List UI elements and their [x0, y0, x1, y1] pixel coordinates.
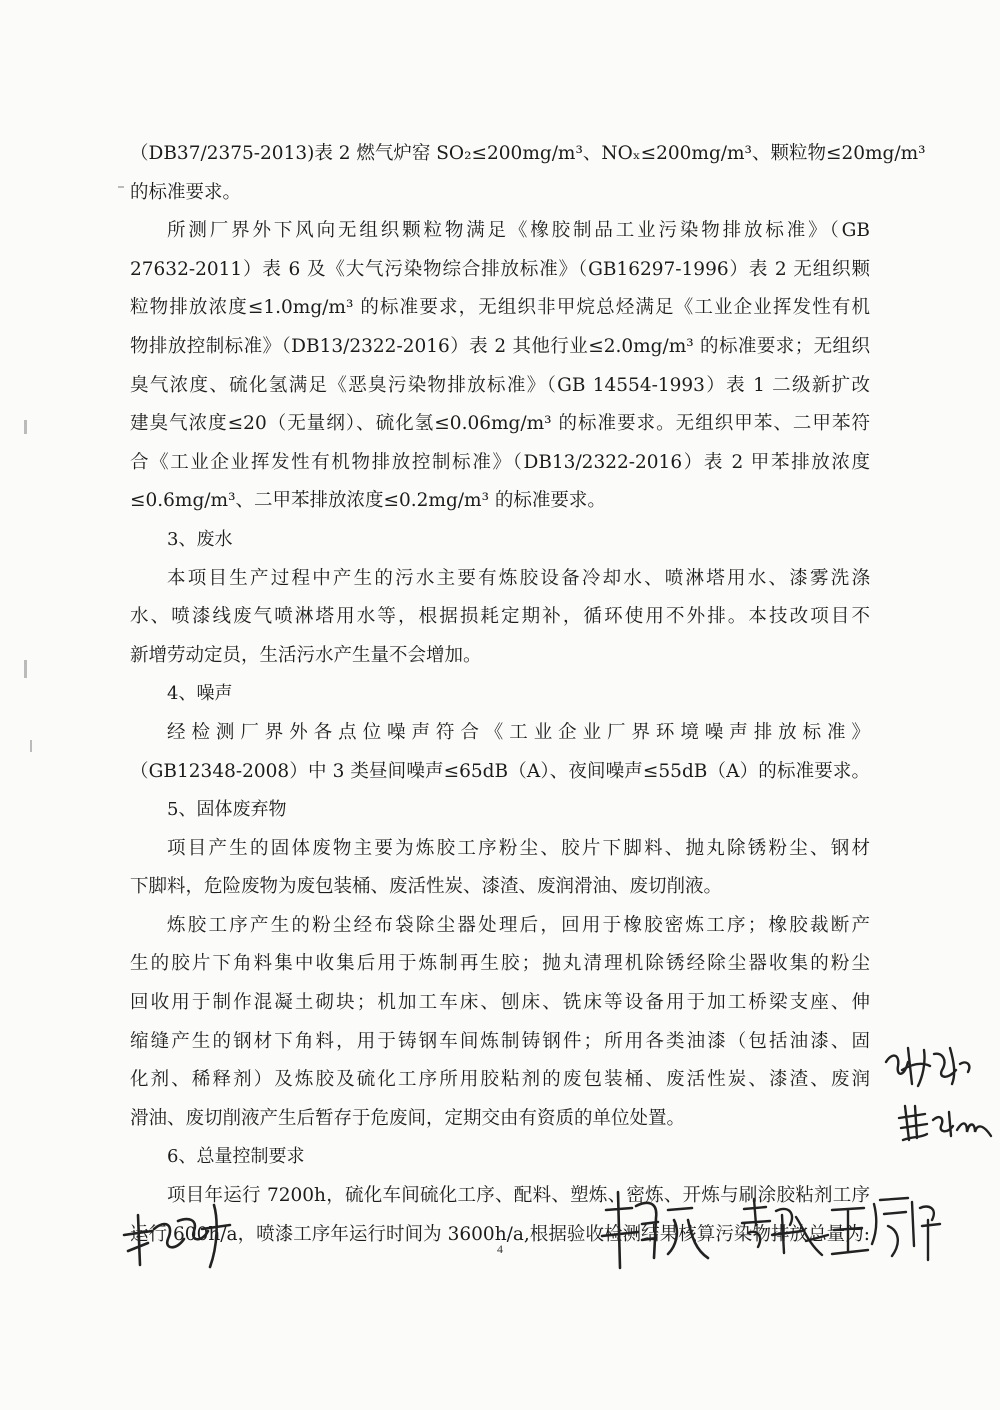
body-text — [130, 135, 926, 1254]
text-line: 炼胶工序产生的粉尘经布袋除尘器处理后，回用于橡胶密炼工序；橡胶裁断产 — [167, 914, 870, 936]
text-line: 的标准要求。 — [130, 181, 242, 203]
section-heading: 5、固体废弃物 — [167, 799, 287, 821]
text-line: 回收用于制作混凝土砌块；机加工车床、刨床、铣床等设备用于加工桥梁支座、伸 — [130, 992, 870, 1014]
text-line: 水、喷漆线废气喷淋塔用水等，根据损耗定期补，循环使用不外排。本技改项目不 — [130, 606, 870, 628]
page-number: 4 — [497, 1242, 503, 1256]
text-line: 本项目生产过程中产生的污水主要有炼胶设备冷却水、喷淋塔用水、漆雾洗涤 — [167, 567, 870, 589]
scan-mark — [118, 186, 124, 188]
signature-bottom-3 — [828, 1190, 948, 1270]
signature-left — [118, 1185, 248, 1275]
text-line: 项目产生的固体废物主要为炼胶工序粉尘、胶片下脚料、抛丸除锈粉尘、钢材 — [167, 837, 870, 859]
text-line: 下脚料，危险废物为废包装桶、废活性炭、漆渣、废润滑油、废切削液。 — [130, 876, 723, 898]
text-line: 化剂、稀释剂）及炼胶及硫化工序所用胶粘剂的废包装桶、废活性炭、漆渣、废润 — [130, 1069, 870, 1091]
text-line: 缩缝产生的钢材下角料，用于铸钢车间炼制铸钢件；所用各类油漆（包括油漆、固 — [130, 1030, 870, 1052]
section-heading: 6、总量控制要求 — [167, 1146, 305, 1168]
signature-right-top — [878, 1040, 978, 1095]
text-line: （DB37/2375-2013)表 2 燃气炉窑 SO₂≤200mg/m³、NOₓ≤200mg/m³、颗粒物≤20mg/m³ — [130, 143, 926, 164]
text-line: 经检测厂界外各点位噪声符合《工业企业厂界环境噪声排放标准》 — [167, 721, 870, 743]
scan-mark — [24, 660, 27, 678]
text-line: 项目年运行 7200h，硫化车间硫化工序、配料、塑炼、密炼、开炼与刷涂胶粘剂工序 — [167, 1185, 870, 1207]
text-line: 滑油、废切削液产生后暂存于危废间，定期交由有资质的单位处置。 — [130, 1107, 686, 1129]
text-line: 粒物排放浓度≤1.0mg/m³ 的标准要求，无组织非甲烷总烃满足《工业企业挥发性有机 — [130, 297, 870, 319]
text-line: 合《工业企业挥发性有机物排放控制标准》（DB13/2322-2016）表 2 甲苯排放浓度 — [130, 451, 870, 473]
text-line: 新增劳动定员，生活污水产生量不会增加。 — [130, 644, 482, 666]
section-heading: 3、废水 — [167, 528, 233, 550]
scan-mark — [30, 740, 32, 752]
text-line: （GB12348-2008）中 3 类昼间噪声≤65dB（A）、夜间噪声≤55dB（A）的标准要求。 — [130, 760, 870, 782]
text-line: ≤0.6mg/m³、二甲苯排放浓度≤0.2mg/m³ 的标准要求。 — [130, 490, 606, 512]
text-line: 臭气浓度、硫化氢满足《恶臭污染物排放标准》（GB 14554-1993）表 1 二级新扩改 — [130, 374, 870, 396]
text-line: 所测厂界外下风向无组织颗粒物满足《橡胶制品工业污染物排放标准》（GB — [167, 220, 870, 242]
section-heading: 4、噪声 — [167, 683, 233, 705]
text-line: 物排放控制标准》（DB13/2322-2016）表 2 其他行业≤2.0mg/m³ 的标准要求；无组织 — [130, 335, 870, 357]
text-line: 运行 600h/a，喷漆工序年运行时间为 3600h/a,根据验收检测结果核算污染物排放总量为: — [130, 1223, 870, 1245]
text-line: 建臭气浓度≤20（无量纲）、硫化氢≤0.06mg/m³ 的标准要求。无组织甲苯、二甲苯符 — [130, 413, 870, 435]
signature-bottom-2 — [736, 1195, 836, 1265]
signature-bottom-1 — [596, 1180, 716, 1275]
text-line: 27632-2011）表 6 及《大气污染物综合排放标准》（GB16297-1996）表 2 无组织颗 — [130, 258, 870, 280]
scan-mark — [24, 420, 27, 434]
text-line: 生的胶片下角料集中收集后用于炼制再生胶；抛丸清理机除锈经除尘器收集的粉尘 — [130, 953, 870, 975]
signature-right-bottom — [895, 1100, 995, 1150]
